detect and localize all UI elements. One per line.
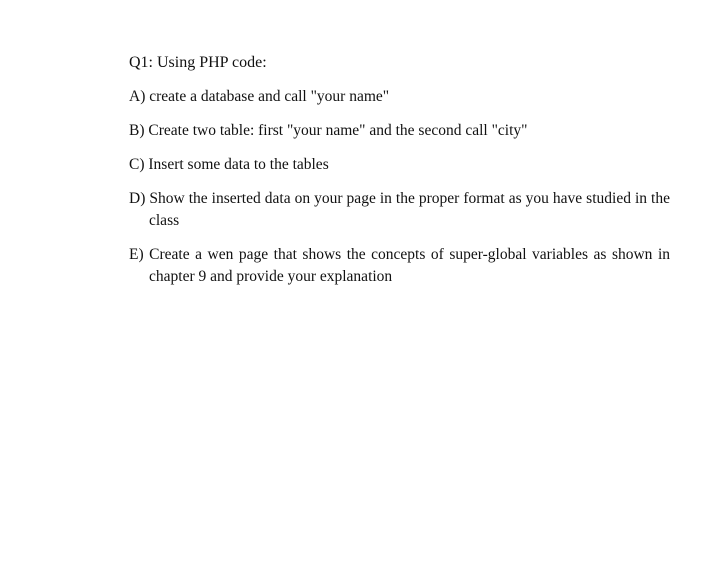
- item-c: C) Insert some data to the tables: [129, 156, 329, 173]
- item-a: A) create a database and call "your name": [129, 88, 390, 105]
- item-e: E) Create a wen page that shows the concepts of super-global variables as shown in chapter 9 and provide your explanation: [129, 246, 670, 285]
- question-heading: Q1: Using PHP code:: [129, 54, 267, 71]
- item-b: B) Create two table: first "your name" and the second call "city": [129, 122, 528, 139]
- document-page: [129, 52, 670, 300]
- item-d: D) Show the inserted data on your page in the proper format as you have studied in the class: [129, 190, 670, 229]
